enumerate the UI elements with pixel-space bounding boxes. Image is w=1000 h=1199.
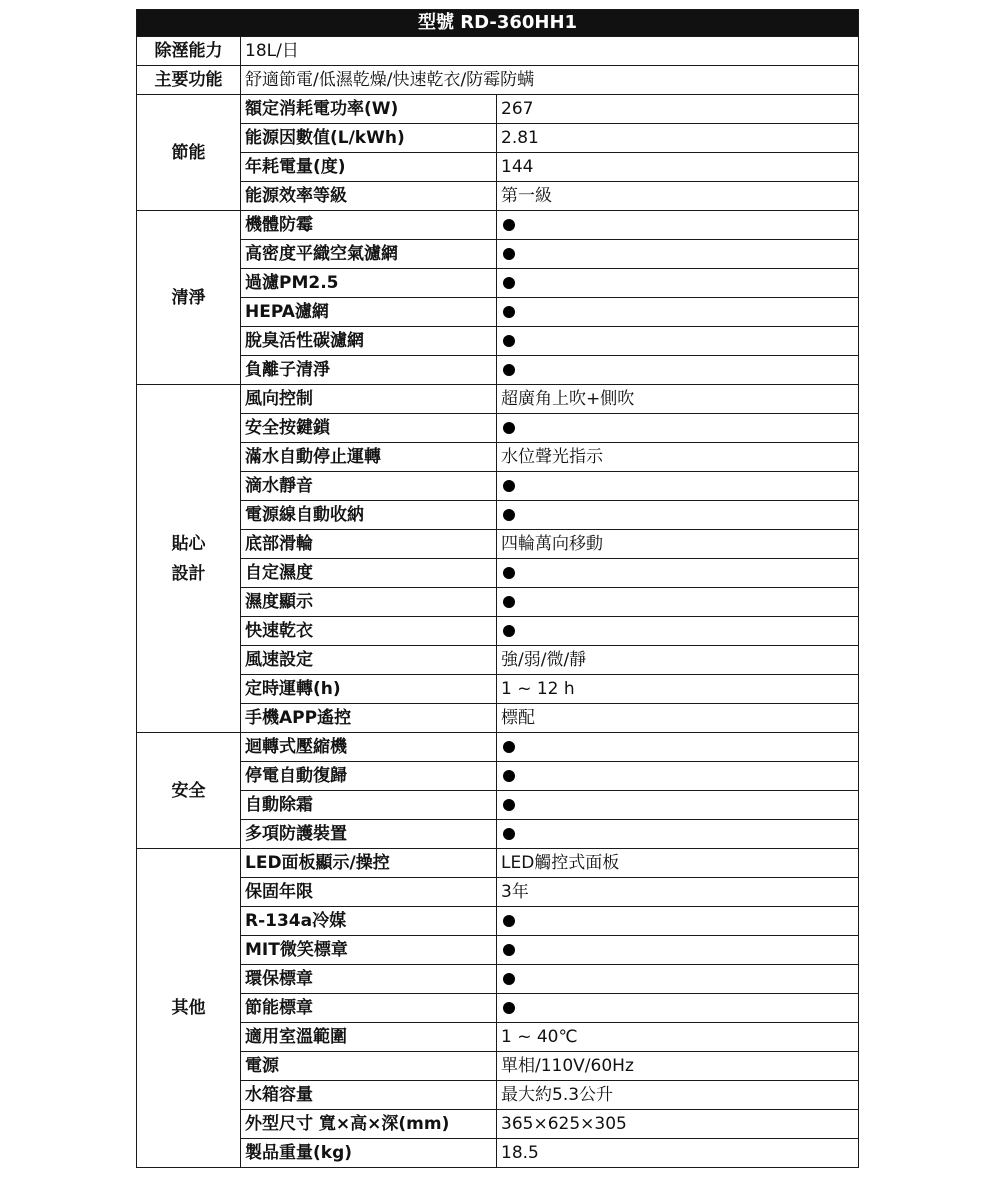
spec-label: 主要功能 (137, 66, 241, 95)
feature-name: 節能標章 (241, 994, 497, 1023)
bullet-dot-icon (503, 770, 515, 782)
table-row (137, 588, 859, 617)
table-row (137, 501, 859, 530)
spec-label: 除溼能力 (137, 37, 241, 66)
feature-value: 強/弱/微/靜 (497, 646, 859, 675)
feature-value (497, 298, 859, 327)
feature-value (497, 791, 859, 820)
feature-name: 定時運轉(h) (241, 675, 497, 704)
table-row (137, 443, 859, 472)
feature-value (497, 472, 859, 501)
feature-value: 1 ~ 40℃ (497, 1023, 859, 1052)
feature-name: 電源線自動收納 (241, 501, 497, 530)
table-row (137, 907, 859, 936)
group-label-line: 設計 (171, 563, 206, 584)
spec-value: 舒適節電/低濕乾燥/快速乾衣/防霉防螨 (241, 66, 859, 95)
feature-name: 環保標章 (241, 965, 497, 994)
group-label: 安全 (137, 733, 241, 849)
feature-value (497, 269, 859, 298)
table-row (137, 182, 859, 211)
table-row (137, 1110, 859, 1139)
feature-value: LED觸控式面板 (497, 849, 859, 878)
spec-value: 18L/日 (241, 37, 859, 66)
feature-name: 高密度平織空氣濾網 (241, 240, 497, 269)
feature-value (497, 588, 859, 617)
spec-table (136, 9, 859, 1168)
table-row (137, 211, 859, 240)
feature-name: LED面板顯示/操控 (241, 849, 497, 878)
bullet-dot-icon (503, 509, 515, 521)
title-row (137, 10, 859, 37)
feature-value: 365×625×305 (497, 1110, 859, 1139)
feature-value (497, 327, 859, 356)
table-row (137, 878, 859, 907)
table-row (137, 530, 859, 559)
table-row (137, 675, 859, 704)
bullet-dot-icon (503, 944, 515, 956)
bullet-dot-icon (503, 741, 515, 753)
group-label: 節能 (137, 95, 241, 211)
model-title: 型號 RD-360HH1 (137, 10, 859, 37)
feature-name: 能源效率等級 (241, 182, 497, 211)
feature-name: 濕度顯示 (241, 588, 497, 617)
feature-value (497, 762, 859, 791)
feature-name: 能源因數值(L/kWh) (241, 124, 497, 153)
feature-name: 自動除霜 (241, 791, 497, 820)
feature-value: 單相/110V/60Hz (497, 1052, 859, 1081)
feature-value: 1 ~ 12 h (497, 675, 859, 704)
feature-value (497, 240, 859, 269)
table-row (137, 298, 859, 327)
feature-value: 最大約5.3公升 (497, 1081, 859, 1110)
table-row (137, 646, 859, 675)
table-row (137, 762, 859, 791)
feature-value: 四輪萬向移動 (497, 530, 859, 559)
table-row (137, 95, 859, 124)
feature-name: 安全按鍵鎖 (241, 414, 497, 443)
feature-value (497, 501, 859, 530)
feature-name: 停電自動復歸 (241, 762, 497, 791)
table-row (137, 1139, 859, 1168)
feature-name: 風速設定 (241, 646, 497, 675)
bullet-dot-icon (503, 567, 515, 579)
feature-value: 3年 (497, 878, 859, 907)
bullet-dot-icon (503, 248, 515, 260)
feature-name: 負離子清淨 (241, 356, 497, 385)
feature-name: 脫臭活性碳濾網 (241, 327, 497, 356)
feature-name: 適用室溫範圍 (241, 1023, 497, 1052)
feature-value: 標配 (497, 704, 859, 733)
table-row (137, 37, 859, 66)
table-row (137, 936, 859, 965)
bullet-dot-icon (503, 422, 515, 434)
feature-name: 電源 (241, 1052, 497, 1081)
feature-name: 過濾PM2.5 (241, 269, 497, 298)
bullet-dot-icon (503, 306, 515, 318)
group-label: 清淨 (137, 211, 241, 385)
bullet-dot-icon (503, 364, 515, 376)
table-row (137, 66, 859, 95)
feature-name: R-134a冷媒 (241, 907, 497, 936)
feature-value (497, 965, 859, 994)
feature-name: 製品重量(kg) (241, 1139, 497, 1168)
feature-name: 機體防霉 (241, 211, 497, 240)
feature-name: HEPA濾網 (241, 298, 497, 327)
feature-value (497, 936, 859, 965)
table-row (137, 1023, 859, 1052)
group-label: 其他 (137, 849, 241, 1168)
bullet-dot-icon (503, 973, 515, 985)
table-row (137, 704, 859, 733)
feature-value (497, 820, 859, 849)
table-row (137, 124, 859, 153)
table-row (137, 240, 859, 269)
table-row (137, 733, 859, 762)
table-row (137, 269, 859, 298)
table-row (137, 356, 859, 385)
feature-value (497, 356, 859, 385)
table-row (137, 791, 859, 820)
feature-name: MIT微笑標章 (241, 936, 497, 965)
feature-name: 多項防護裝置 (241, 820, 497, 849)
table-row (137, 994, 859, 1023)
bullet-dot-icon (503, 277, 515, 289)
feature-value: 267 (497, 95, 859, 124)
feature-name: 滴水靜音 (241, 472, 497, 501)
feature-value (497, 733, 859, 762)
feature-name: 保固年限 (241, 878, 497, 907)
feature-value: 144 (497, 153, 859, 182)
table-row (137, 849, 859, 878)
feature-name: 迴轉式壓縮機 (241, 733, 497, 762)
bullet-dot-icon (503, 335, 515, 347)
feature-name: 水箱容量 (241, 1081, 497, 1110)
feature-value (497, 559, 859, 588)
feature-name: 年耗電量(度) (241, 153, 497, 182)
feature-name: 快速乾衣 (241, 617, 497, 646)
feature-name: 外型尺寸 寬×高×深(mm) (241, 1110, 497, 1139)
table-row (137, 965, 859, 994)
bullet-dot-icon (503, 915, 515, 927)
feature-name: 手機APP遙控 (241, 704, 497, 733)
table-row (137, 617, 859, 646)
feature-name: 風向控制 (241, 385, 497, 414)
table-row (137, 153, 859, 182)
feature-value: 18.5 (497, 1139, 859, 1168)
feature-value: 超廣角上吹+側吹 (497, 385, 859, 414)
table-row (137, 327, 859, 356)
feature-value (497, 907, 859, 936)
table-row (137, 385, 859, 414)
feature-name: 額定消耗電功率(W) (241, 95, 497, 124)
table-row (137, 414, 859, 443)
table-row (137, 1052, 859, 1081)
feature-value (497, 617, 859, 646)
bullet-dot-icon (503, 219, 515, 231)
table-row (137, 1081, 859, 1110)
feature-name: 自定濕度 (241, 559, 497, 588)
feature-name: 底部滑輪 (241, 530, 497, 559)
feature-value: 2.81 (497, 124, 859, 153)
feature-value: 水位聲光指示 (497, 443, 859, 472)
table-row (137, 472, 859, 501)
bullet-dot-icon (503, 799, 515, 811)
feature-value (497, 414, 859, 443)
feature-value (497, 211, 859, 240)
bullet-dot-icon (503, 596, 515, 608)
feature-value: 第一級 (497, 182, 859, 211)
bullet-dot-icon (503, 480, 515, 492)
bullet-dot-icon (503, 625, 515, 637)
table-row (137, 820, 859, 849)
feature-value (497, 994, 859, 1023)
feature-name: 滿水自動停止運轉 (241, 443, 497, 472)
bullet-dot-icon (503, 1002, 515, 1014)
group-label (137, 385, 241, 733)
table-row (137, 559, 859, 588)
bullet-dot-icon (503, 828, 515, 840)
group-label-line: 貼心 (171, 533, 206, 554)
